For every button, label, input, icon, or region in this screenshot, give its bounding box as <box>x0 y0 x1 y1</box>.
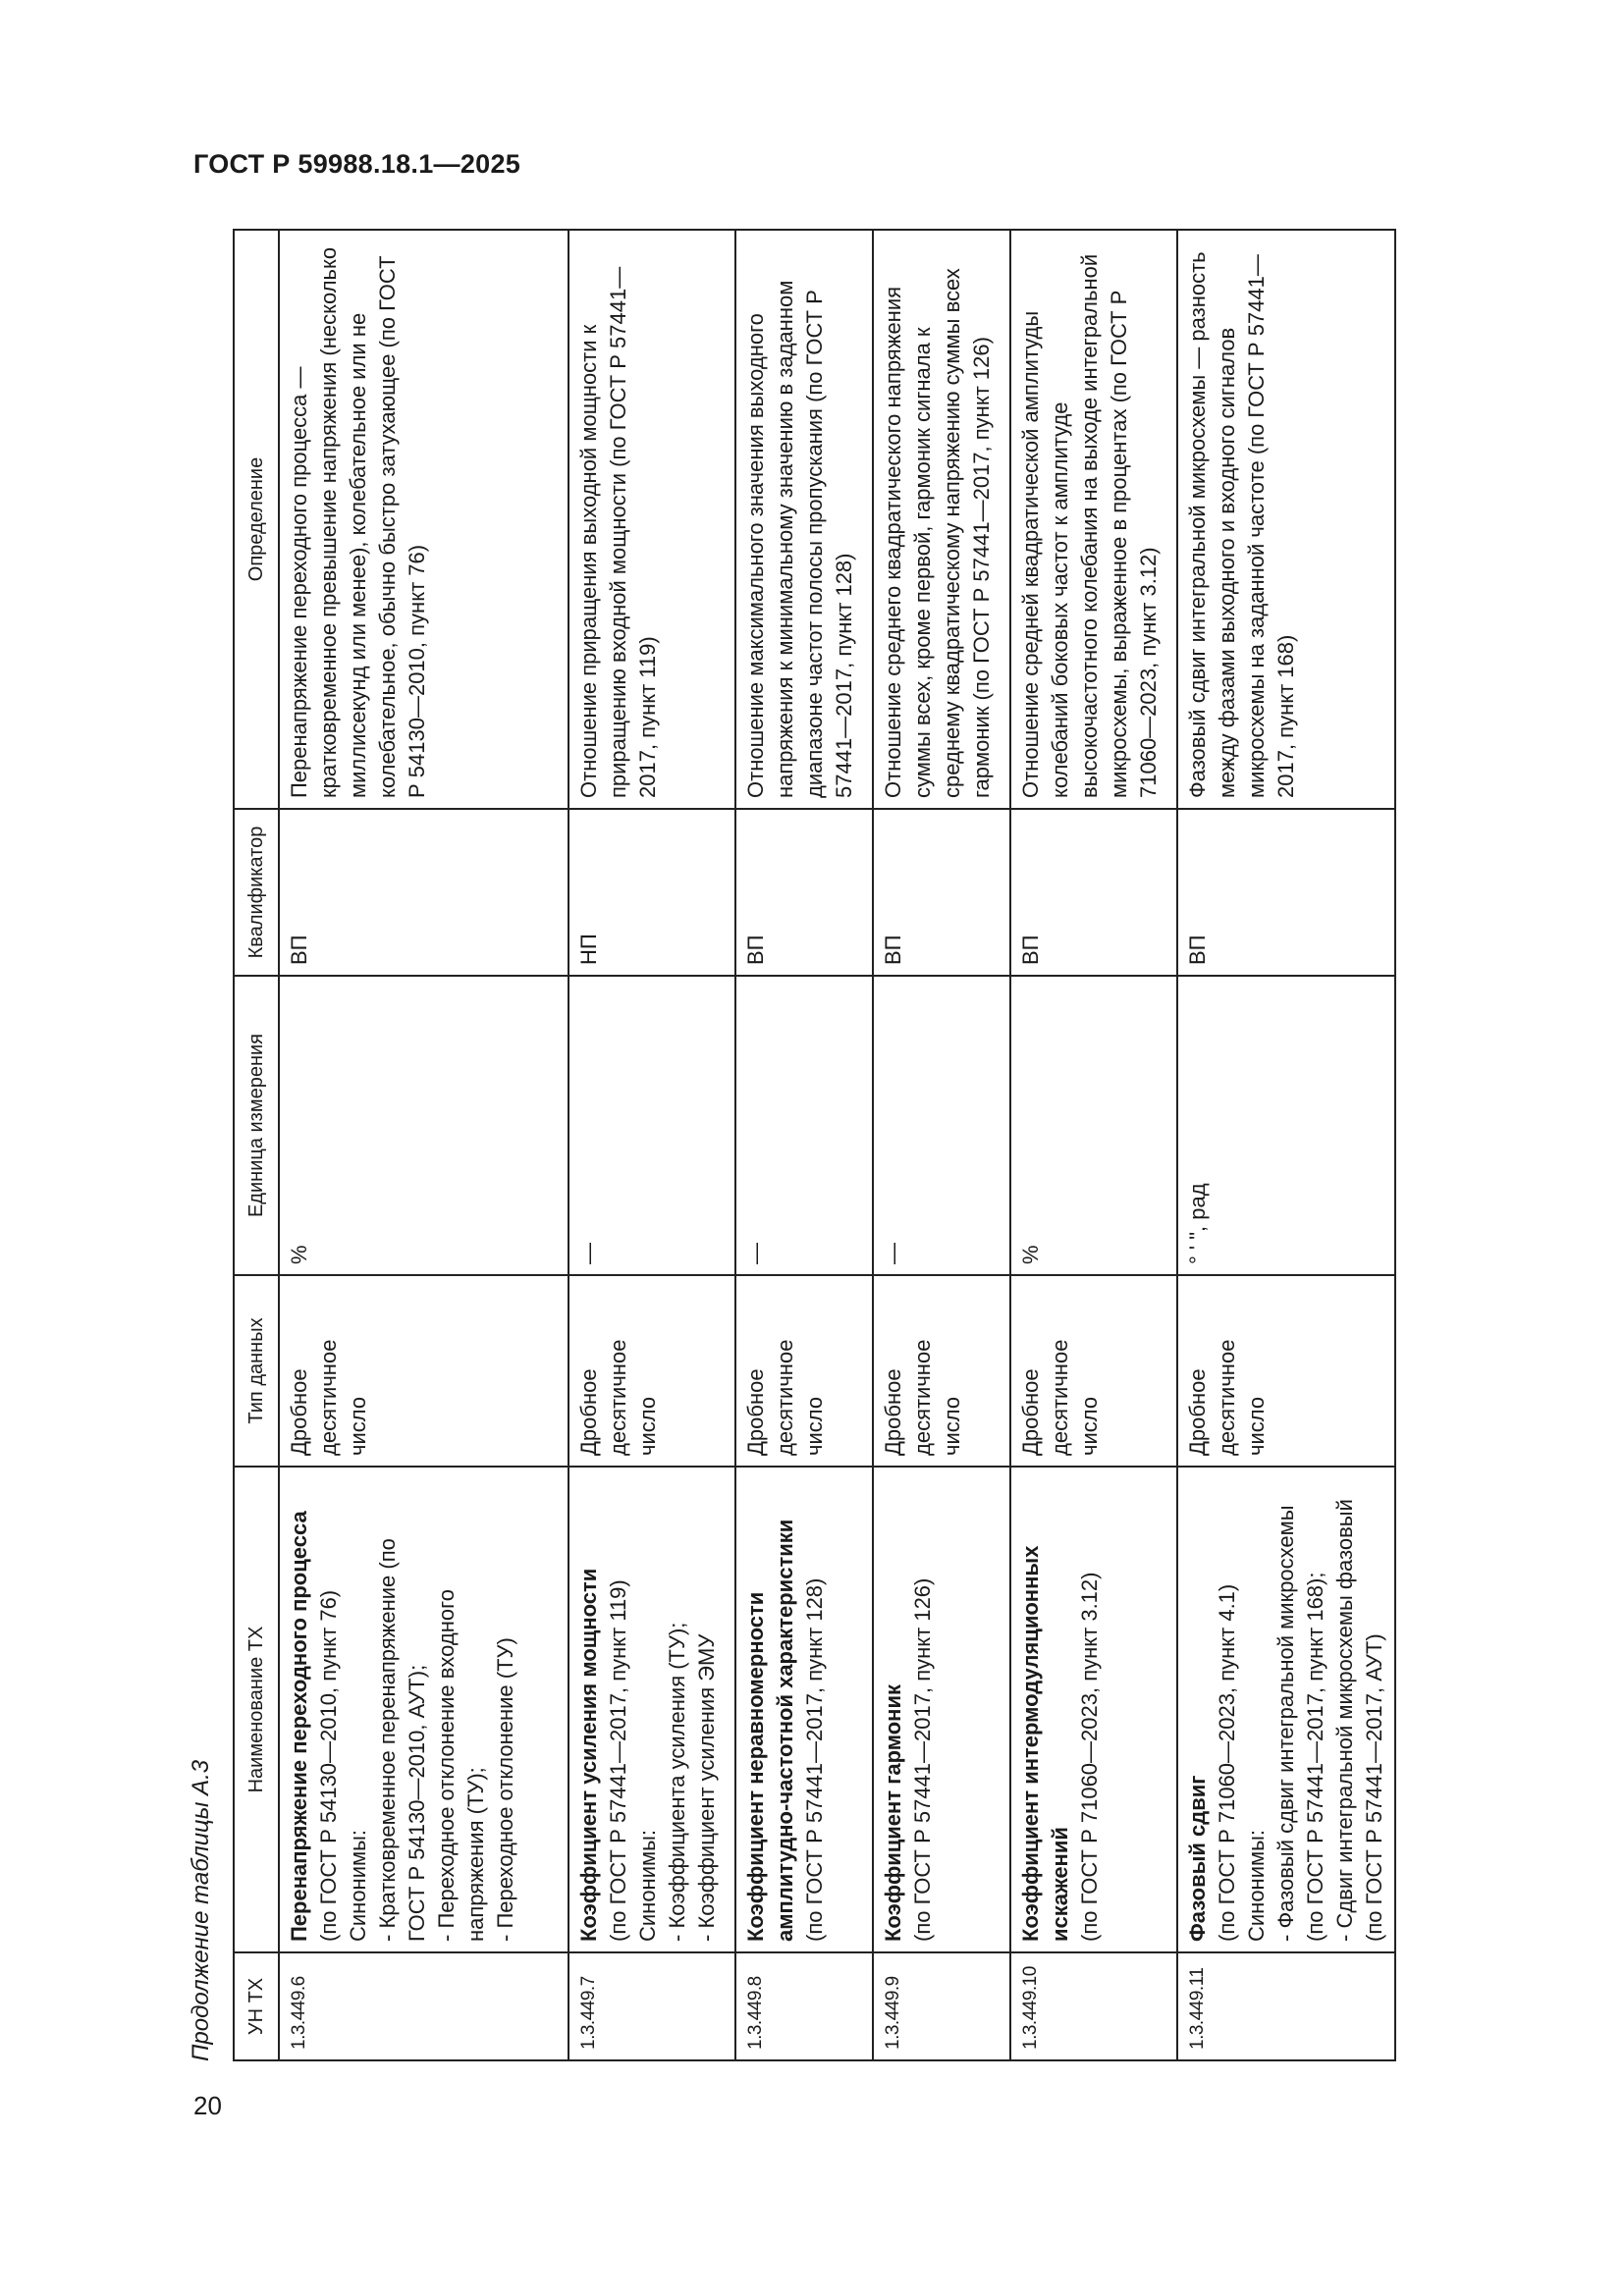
name-line: - Сдвиг интегральной микросхемы фазовый (по ГОСТ Р 57441—2017, АУТ) <box>1332 1499 1386 1942</box>
column-header-unit: Единица измерения <box>234 976 279 1275</box>
characteristics-table <box>233 229 1396 2061</box>
cell-unit: % <box>279 976 568 1275</box>
cell-data-type: Дробное десятичное число <box>873 1275 1010 1467</box>
characteristic-title: Коэффициент гармоник <box>881 1683 905 1942</box>
cell-data-type: Дробное десятичное число <box>1010 1275 1177 1467</box>
table-header-row <box>234 230 279 2060</box>
cell-qualifier: ВП <box>1010 809 1177 976</box>
column-header-qualifier: Квалификатор <box>234 809 279 976</box>
name-line: - Коэффициент усиления ЭМУ <box>694 1633 719 1942</box>
name-line: (по ГОСТ Р 71060—2023, пункт 3.12) <box>1077 1572 1102 1942</box>
cell-definition: Отношение приращения выходной мощности к приращению входной мощности (по ГОСТ Р 57441—2017, пункт 119) <box>568 230 735 809</box>
cell-unit: % <box>1010 976 1177 1275</box>
name-line: - Кратковременное перенапряжение (по ГОСТ Р 54130—2010, АУТ); <box>375 1538 429 1942</box>
name-line: Синонимы: <box>346 1829 370 1942</box>
characteristic-title: Коэффициент неравномерности амплитудно-частотной характеристики <box>743 1519 797 1942</box>
cell-unit: — <box>735 976 873 1275</box>
name-line: (по ГОСТ Р 54130—2010, пункт 76) <box>316 1589 341 1942</box>
cell-name <box>568 1467 735 1952</box>
cell-name <box>279 1467 568 1952</box>
cell-name <box>735 1467 873 1952</box>
column-header-name: Наименование ТХ <box>234 1467 279 1952</box>
cell-unit: ° ' ", рад <box>1177 976 1395 1275</box>
cell-code: 1.3.449.7 <box>568 1952 735 2060</box>
cell-code: 1.3.449.9 <box>873 1952 1010 2060</box>
table-caption: Продолжение таблицы А.3 <box>188 1759 214 2061</box>
name-line: Синонимы: <box>635 1829 660 1942</box>
name-line: - Переходное отклонение (ТУ) <box>493 1637 517 1942</box>
cell-data-type: Дробное десятичное число <box>279 1275 568 1467</box>
column-header-definition: Определение <box>234 230 279 809</box>
name-line: - Переходное отклонение входного напряжения (ТУ); <box>434 1589 488 1942</box>
cell-qualifier: ВП <box>1177 809 1395 976</box>
table-row <box>873 230 1010 2060</box>
cell-qualifier: ВП <box>279 809 568 976</box>
column-header-code: УН ТХ <box>234 1952 279 2060</box>
table-row <box>735 230 873 2060</box>
characteristic-title: Перенапряжение переходного процесса <box>287 1511 311 1942</box>
cell-code: 1.3.449.11 <box>1177 1952 1395 2060</box>
column-header-data-type: Тип данных <box>234 1275 279 1467</box>
document-header: ГОСТ Р 59988.18.1—2025 <box>193 149 521 179</box>
cell-data-type: Дробное десятичное число <box>1177 1275 1395 1467</box>
table-row <box>568 230 735 2060</box>
cell-code: 1.3.449.10 <box>1010 1952 1177 2060</box>
cell-name <box>1177 1467 1395 1952</box>
cell-definition: Перенапряжение переходного процесса — кратковременное превышение напряжения (несколько миллисекунд или менее), колебательное или не колебательное, обычно быстро затухающее (по ГОСТ Р 54130—2010, пункт 76) <box>279 230 568 809</box>
cell-unit: — <box>873 976 1010 1275</box>
cell-qualifier: ВП <box>873 809 1010 976</box>
table-row <box>1177 230 1395 2060</box>
cell-data-type: Дробное десятичное число <box>568 1275 735 1467</box>
rotated-table-block <box>172 231 1399 2061</box>
name-line: (по ГОСТ Р 71060—2023, пункт 4.1) <box>1215 1583 1239 1942</box>
page-number: 20 <box>193 2091 222 2120</box>
characteristic-title: Коэффициент интермодуляционных искажений <box>1018 1545 1072 1942</box>
cell-definition: Отношение максимального значения выходного напряжения к минимальному значению в заданном диапазоне частот полосы пропускания (по ГОСТ Р 57441—2017, пункт 128) <box>735 230 873 809</box>
cell-qualifier: НП <box>568 809 735 976</box>
cell-unit: — <box>568 976 735 1275</box>
name-line: (по ГОСТ Р 57441—2017, пункт 119) <box>606 1579 630 1942</box>
name-line: Синонимы: <box>1244 1829 1269 1942</box>
cell-code: 1.3.449.6 <box>279 1952 568 2060</box>
cell-name <box>873 1467 1010 1952</box>
cell-name <box>1010 1467 1177 1952</box>
cell-code: 1.3.449.8 <box>735 1952 873 2060</box>
cell-definition: Фазовый сдвиг интегральной микросхемы — разность между фазами выходного и входного сигналов микросхемы на заданной частоте (по ГОСТ Р 57441—2017, пункт 168) <box>1177 230 1395 809</box>
table-row <box>279 230 568 2060</box>
name-line: - Коэффициента усиления (ТУ); <box>665 1622 689 1942</box>
cell-qualifier: ВП <box>735 809 873 976</box>
name-line: - Фазовый сдвиг интегральной микросхемы (по ГОСТ Р 57441—2017, пункт 168); <box>1273 1505 1327 1942</box>
cell-data-type: Дробное десятичное число <box>735 1275 873 1467</box>
cell-definition: Отношение средней квадратической амплитуды колебаний боковых частот к амплитуде высокочастотного колебания на выходе интегральной микросхемы, выраженное в процентах (по ГОСТ Р 71060—2023, пункт 3.12) <box>1010 230 1177 809</box>
name-line: (по ГОСТ Р 57441—2017, пункт 128) <box>802 1577 827 1942</box>
table-row <box>1010 230 1177 2060</box>
cell-definition: Отношение среднего квадратического напряжения суммы всех, кроме первой, гармоник сигнала к среднему квадратическому напряжению суммы всех гармоник (по ГОСТ Р 57441—2017, пункт 126) <box>873 230 1010 809</box>
name-line: (по ГОСТ Р 57441—2017, пункт 126) <box>910 1577 935 1942</box>
characteristic-title: Коэффициент усиления мощности <box>576 1568 601 1942</box>
characteristic-title: Фазовый сдвиг <box>1185 1775 1210 1942</box>
